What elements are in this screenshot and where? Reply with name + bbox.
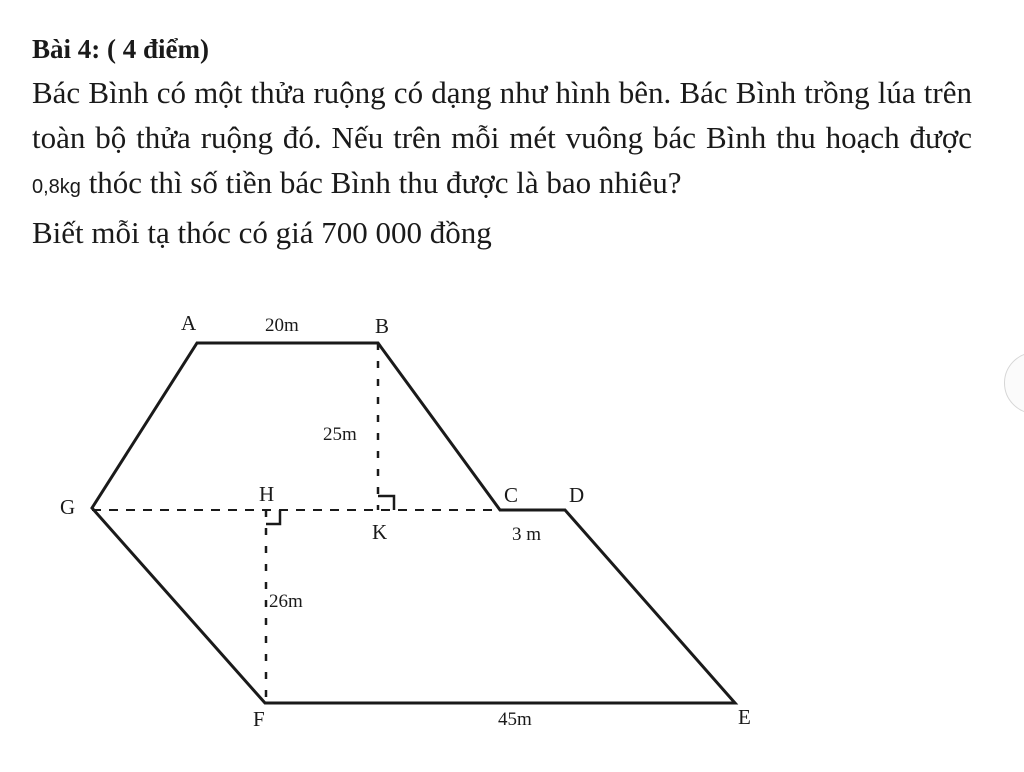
statement-part-1: Bác Bình có một thửa ruộng có dạng như hình bên. Bác Bình trồng lúa trên toàn bộ thửa ruộng đó. Nếu trên mỗi mét vuông bác Bình thu hoạch được — [32, 75, 972, 155]
point-label-E: E — [738, 705, 751, 729]
point-label-G: G — [60, 495, 76, 519]
point-label-F: F — [253, 707, 265, 731]
dimension-HF: 26m — [269, 591, 303, 612]
dimension-AB: 20m — [265, 315, 299, 336]
point-label-C: C — [504, 483, 519, 507]
point-label-B: B — [375, 314, 390, 338]
problem-heading: Bài 4: ( 4 điểm) — [32, 34, 209, 64]
right-angle-marker-H — [266, 510, 280, 524]
dimension-CD: 3 m — [512, 524, 542, 545]
point-label-K: K — [372, 520, 388, 544]
point-label-A: A — [181, 311, 197, 335]
yield-value: 0,8kg — [32, 176, 81, 198]
dimension-FE: 45m — [498, 709, 532, 730]
point-label-H: H — [259, 482, 275, 506]
price-line: Biết mỗi tạ thóc có giá 700 000 đồng — [32, 215, 492, 250]
field-outline — [92, 343, 735, 703]
statement-part-2: thóc thì số tiền bác Bình thu được là bao nhiêu? — [88, 165, 682, 200]
dimension-BK: 25m — [323, 424, 357, 445]
point-label-D: D — [569, 483, 585, 507]
right-angle-marker-K — [378, 496, 394, 510]
